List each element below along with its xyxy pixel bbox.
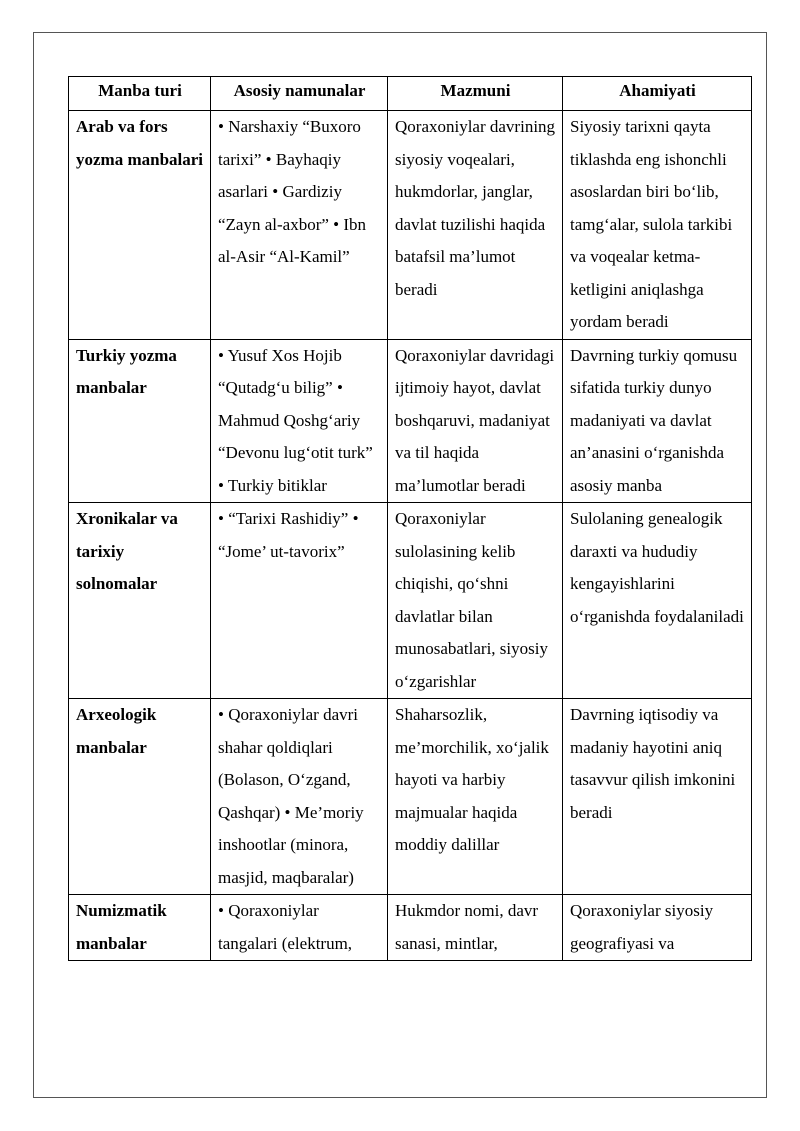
table-row xyxy=(69,699,752,895)
cell-significance: Davrning turkiy qomusu sifatida turkiy dunyo madaniyati va davlat an’anasini o‘rganishda asosiy manba xyxy=(563,339,752,503)
cell-examples: • Yusuf Xos Hojib “Qutadg‘u bilig” • Mahmud Qoshg‘ariy “Devonu lug‘otit turk” • Turkiy bitiklar xyxy=(211,339,388,503)
cell-significance: Davrning iqtisodiy va madaniy hayotini aniq tasavvur qilish imkonini beradi xyxy=(563,699,752,895)
cell-content: Hukmdor nomi, davr sanasi, mintlar, xyxy=(388,895,563,961)
cell-examples: • Narshaxiy “Buxoro tarixi” • Bayhaqiy asarlari • Gardiziy “Zayn al-axbor” • Ibn al-Asir “Al-Kamil” xyxy=(211,111,388,340)
header-source-type: Manba turi xyxy=(69,77,211,111)
header-content: Mazmuni xyxy=(388,77,563,111)
cell-source-type: Numizmatik manbalar xyxy=(69,895,211,961)
cell-content: Qoraxoniylar davrining siyosiy voqealari, hukmdorlar, janglar, davlat tuzilishi haqida batafsil ma’lumot beradi xyxy=(388,111,563,340)
table-row xyxy=(69,503,752,699)
cell-examples: • Qoraxoniylar tangalari (elektrum, xyxy=(211,895,388,961)
cell-examples: • Qoraxoniylar davri shahar qoldiqlari (Bolason, O‘zgand, Qashqar) • Me’moriy inshootlar (minora, masjid, maqbaralar) xyxy=(211,699,388,895)
cell-content: Shaharsozlik, me’morchilik, xo‘jalik hayoti va harbiy majmualar haqida moddiy dalillar xyxy=(388,699,563,895)
cell-examples: • “Tarixi Rashidiy” • “Jome’ ut-tavorix” xyxy=(211,503,388,699)
cell-source-type: Turkiy yozma manbalar xyxy=(69,339,211,503)
cell-significance: Qoraxoniylar siyosiy geografiyasi va xyxy=(563,895,752,961)
header-significance: Ahamiyati xyxy=(563,77,752,111)
cell-content: Qoraxoniylar davridagi ijtimoiy hayot, davlat boshqaruvi, madaniyat va til haqida ma’lumotlar beradi xyxy=(388,339,563,503)
cell-content: Qoraxoniylar sulolasining kelib chiqishi, qo‘shni davlatlar bilan munosabatlari, siyosiy o‘zgarishlar xyxy=(388,503,563,699)
table-row xyxy=(69,895,752,961)
cell-source-type: Arxeologik manbalar xyxy=(69,699,211,895)
header-main-examples: Asosiy namunalar xyxy=(211,77,388,111)
table-row xyxy=(69,339,752,503)
cell-source-type: Arab va fors yozma manbalari xyxy=(69,111,211,340)
cell-significance: Siyosiy tarixni qayta tiklashda eng ishonchli asoslardan biri bo‘lib, tamg‘alar, sulola tarkibi va voqealar ketma-ketligini aniqlashga yordam beradi xyxy=(563,111,752,340)
cell-source-type: Xronikalar va tarixiy solnomalar xyxy=(69,503,211,699)
table-header-row xyxy=(69,77,752,111)
table-row xyxy=(69,111,752,340)
cell-significance: Sulolaning genealogik daraxti va hududiy kengayishlarini o‘rganishda foydalaniladi xyxy=(563,503,752,699)
sources-table xyxy=(68,76,752,961)
